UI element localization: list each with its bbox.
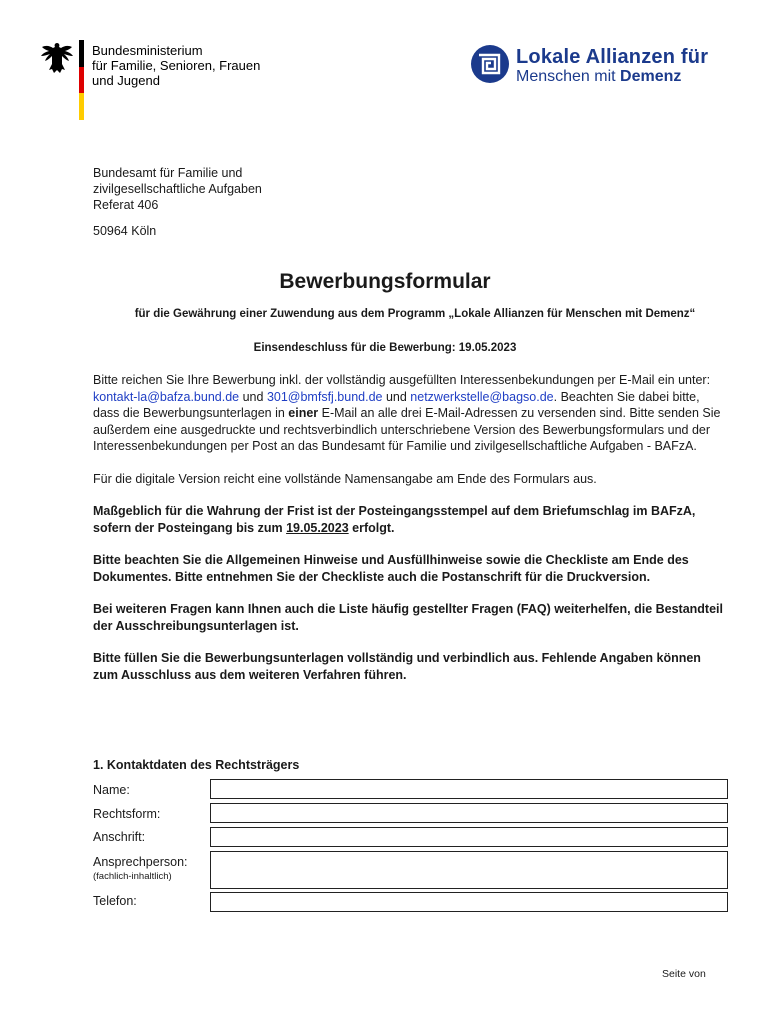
anschrift-field[interactable] <box>210 827 728 847</box>
email-link-bafza[interactable]: kontakt-la@bafza.bund.de <box>93 389 240 404</box>
paragraph-deadline: Maßgeblich für die Wahrung der Frist ist der Posteingangsstempel auf dem Briefumschlag im BAFzA, sofern der Posteingang bis zum 19.05.2023 erfolgt. <box>93 504 696 535</box>
flag-red <box>79 67 84 94</box>
ministry-line: und Jugend <box>92 73 160 88</box>
address-city: 50964 Köln <box>93 224 157 238</box>
email-link-bagso[interactable]: netzwerkstelle@bagso.de <box>410 389 554 404</box>
logo-line1: Lokale Allianzen für <box>516 46 709 68</box>
ministry-line: Bundesministerium <box>92 43 203 58</box>
paragraph-faq: Bei weiteren Fragen kann Ihnen auch die Liste häufig gestellter Fragen (FAQ) weiterhelfen, die Bestandteil der Ausschreibungsunterlagen ist. <box>93 602 723 633</box>
page-title: Bewerbungsformular <box>279 270 491 293</box>
recipient-address <box>93 165 262 239</box>
logo-line2 <box>516 68 708 86</box>
rechtsform-field[interactable] <box>210 803 728 823</box>
logo-wordmark <box>516 46 708 86</box>
logo-line2-regular: Menschen mit <box>516 68 616 85</box>
ansprechperson-field[interactable] <box>210 851 728 889</box>
label-telefon: Telefon: <box>93 894 137 908</box>
address-line: Referat 406 <box>93 198 159 212</box>
address-line: Bundesamt für Familie und <box>93 166 243 180</box>
telefon-field[interactable] <box>210 892 728 912</box>
name-field[interactable] <box>210 779 728 799</box>
ministry-line: für Familie, Senioren, Frauen <box>92 58 261 73</box>
label-rechtsform: Rechtsform: <box>93 807 161 821</box>
email-link-bmfsfj[interactable]: 301@bmfsfj.bund.de <box>266 389 383 404</box>
paragraph-complete: Bitte füllen Sie die Bewerbungsunterlagen vollständig und verbindlich aus. Fehlende Angaben können zum Ausschluss aus dem weiteren Verfahren führen. <box>93 651 701 682</box>
flag-bar <box>79 40 84 120</box>
lokale-allianzen-logo-icon <box>470 44 510 84</box>
section-title-contact: 1. Kontaktdaten des Rechtsträgers <box>93 758 300 772</box>
paragraph-submission: Bitte reichen Sie Ihre Bewerbung inkl. der vollständig ausgefüllten Interessenbekundungen per E-Mail ein unter: kontakt-la@bafza.bund.de und 301@bmfsfj.bund.de und netzwerkstelle@bagso.de. Beachten Sie dabei bitte, dass die Bewerbungsunterlagen in einer E-Mail an alle drei E-Mail-Adressen zu versenden sind. Bitte senden Sie außerdem eine ausgedruckte und rechtsverbindlich unterschriebene Version des Bewerbungsformulars und der Interessenbekundungen per Post an das Bundesamt für Familie und zivilgesellschaftliche Aufgaben - BAFzA. <box>93 373 721 453</box>
logo-line2-bold: Demenz <box>620 68 682 85</box>
address-line: zivilgesellschaftliche Aufgaben <box>93 182 262 196</box>
deadline-text: Einsendeschluss für die Bewerbung: 19.05.2023 <box>253 342 517 354</box>
label-ansprechperson-main: Ansprechperson: <box>93 855 188 869</box>
federal-eagle-icon <box>40 40 74 76</box>
page-subtitle: für die Gewährung einer Zuwendung aus dem Programm „Lokale Allianzen für Menschen mit Demenz“ <box>134 308 696 320</box>
flag-black <box>79 40 84 67</box>
ministry-name <box>92 43 260 88</box>
label-name: Name: <box>93 783 130 797</box>
paragraph-hints: Bitte beachten Sie die Allgemeinen Hinweise und Ausfüllhinweise sowie die Checkliste am Ende des Dokumentes. Bitte entnehmen Sie der Checkliste auch die Postanschrift für die Druckversion. <box>93 553 689 584</box>
page-number: Seite von <box>662 968 706 980</box>
label-ansprechperson <box>93 855 188 883</box>
label-anschrift: Anschrift: <box>93 830 146 844</box>
flag-gold <box>79 93 84 120</box>
instructions <box>93 372 723 699</box>
label-ansprechperson-sub: (fachlich-inhaltlich) <box>93 871 172 882</box>
paragraph-digital: Für die digitale Version reicht eine vollstände Namensangabe am Ende des Formulars aus. <box>93 471 597 486</box>
